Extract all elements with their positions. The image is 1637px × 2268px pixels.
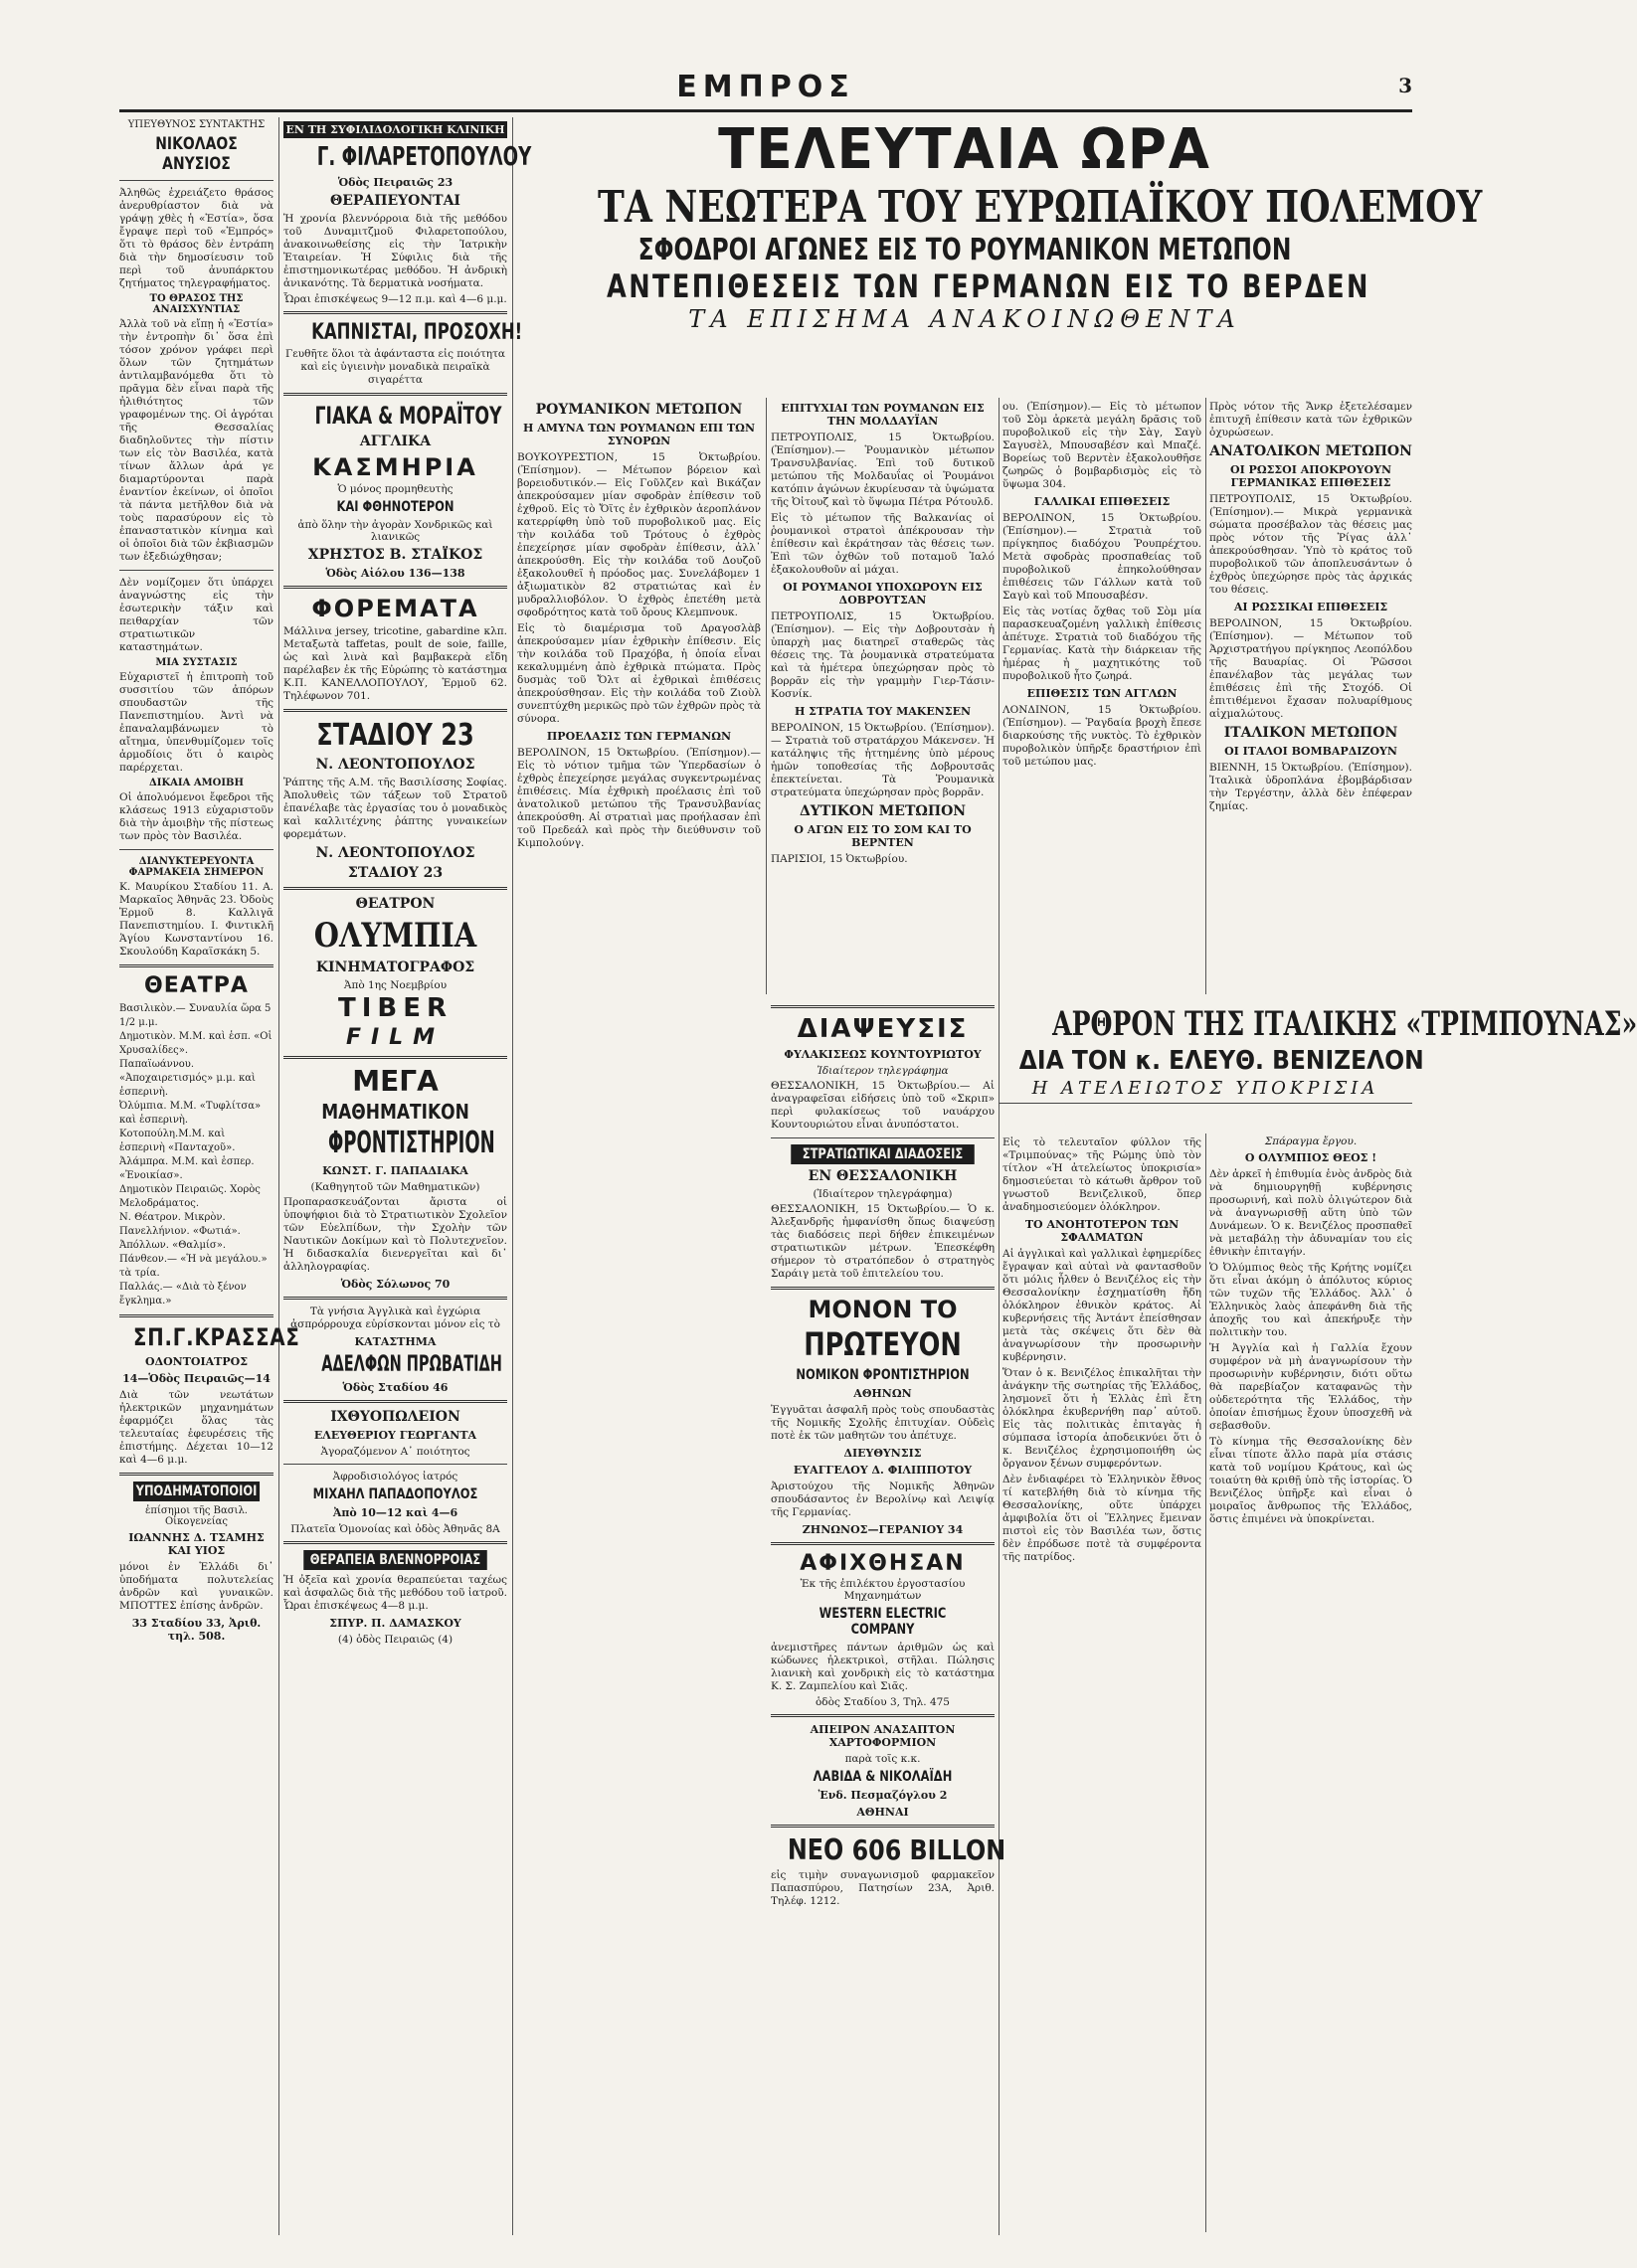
theatre-listing: Ν. Θέατρον. Μικρὸν. [119, 1212, 226, 1223]
headline-communiques: ΤΑ ΕΠΙΣΗΜΑ ΑΝΑΚΟΙΝΩΘΕΝΤΑ [688, 305, 1241, 333]
column-rule [1205, 1134, 1206, 2232]
cinema-kicker: ΘΕΑΤΡΟΝ [355, 896, 436, 912]
shoes-text: μόνοι ἐν Ἑλλάδι δι᾽ ὑποδήματα πολυτελείας ἀνδρῶν καὶ γυναικῶν. ΜΠΟΤΤΕΣ ἐπίσης ἀνδρῶν. [119, 1561, 273, 1612]
denial-text: ΘΕΣΣΑΛΟΝΙΚΗ, 15 Ὀκτωβρίου.— Αἱ ἀναγραφεῖσαι εἰδήσεις ὑπὸ τοῦ «Σκριπ» περὶ φυλακίσεως τοῦ ναυάρχου Κουντουριώτου εἶναι ἀνυπόστατοι. [771, 1080, 995, 1131]
neo606-text: εἰς τιμὴν συναγωνισμοῦ φαρμακεῖον Παπασπύρου, Πατησίων 23Α, Ἀριθ. Τηλέφ. 1212. [771, 1869, 995, 1907]
pharmacy-title: ΔΙΑΝΥΚΤΕΡΕΥΟΝΤΑ ΦΑΡΜΑΚΕΙΑ ΣΗΜΕΡΟΝ [128, 856, 265, 878]
news-paragraph: ΠΑΡΙΣΙΟΙ, 15 Ὀκτωβρίου. [771, 853, 908, 865]
denial-sub: ΦΥΛΑΚΙΣΕΩΣ ΚΟΥΝΤΟΥΡΙΩΤΟΥ [784, 1048, 982, 1061]
school2-kicker: ΔΙΕΥΘΥΝΣΙΣ [843, 1447, 922, 1460]
news-paragraph: ΒΕΡΟΛΙΝΟΝ, 15 Ὀκτωβρίου. (Ἐπίσημον).— Εἰς τὸ νότιον τμῆμα τῶν Ὑπερδασίων ὁ ἐχθρὸς ἐπεχείρησε μεγάλας συγκεντρωμένας ἐπιθέσεις. Μία ἐχθρικὴ προέλασις ἐπὶ τοῦ ἀνατολικοῦ μετώπου τῆς Τρανσυλβανίας ἀπεκρούσθη. Αἱ στρατιαὶ μας προήλασαν ἐπὶ τοῦ Πρεδεάλ καὶ πρὸς τὴν διεύθυνσιν τοῦ Κιμπολούνγ. [517, 747, 761, 849]
arrived-text-2: ἀνεμιστῆρες πάντων ἀριθμῶν ὡς καὶ κώδωνες ἠλεκτρικοὶ, στῆλαι. Πώλησις λιανικὴ καὶ χονδρικὴ εἰς τὸ κατάστημα Κ. Σ. Ζαμπελίου καὶ Σιᾶς. [771, 1642, 995, 1692]
school2-text: Ἀριστούχου τῆς Νομικῆς Ἀθηνῶν σπουδάσαντος ἐν Βερολίνῳ καὶ Λειψίᾳ τῆς Γερμανίας. [771, 1481, 995, 1518]
news-subheading: ΕΠΙΘΕΣΙΣ ΤΩΝ ΑΓΓΛΩΝ [1026, 687, 1178, 700]
column-rule [1205, 398, 1206, 994]
theatre-listing: Ἀπόλλων. «Θαλμίσ». [119, 1240, 227, 1251]
editor-name: ΝΙΚΟΛΑΟΣ ΑΝΥΣΙΟΣ [155, 134, 238, 174]
theatre-listing: Πανελλήνιον. «Φωτιά». [119, 1226, 241, 1237]
tailor-title: ΣΤΑΔΙΟΥ 23 [316, 718, 474, 753]
editor-kicker: ΥΠΕΥΘΥΝΟΣ ΣΥΝΤΑΚΤΗΣ [127, 119, 266, 130]
newspaper-name: ΕΜΠΡΟΣ [676, 70, 855, 104]
headline-war-news: ΤΑ ΝΕΩΤΕΡΑ ΤΟΥ ΕΥΡΩΠΑΪΚΟΥ ΠΟΛΕΜΟΥ [598, 182, 1483, 233]
column-rule [512, 117, 513, 2235]
dentist-address: 14—Ὁδὸς Πειραιῶς—14 [122, 1372, 271, 1385]
news-paragraph: ΒΕΡΟΛΙΝΟΝ, 15 Ὀκτωβρίου. (Ἐπίσημον).— Στρατιὰ τοῦ πρίγκηπος διαδόχου Ῥουπρέχτου. Μετὰ σφοδρὰς προσπαθείας τοῦ πυροβολικοῦ ἐπηκολούθησαν ἐπιθέσεις τῶν Γάλλων κατὰ τοῦ Σαγὺ καὶ τοῦ Μπουσαβέσν. [1002, 512, 1201, 602]
dresses-text: Μάλλινα jersey, tricotine, gabardine κλπ. Μεταξωτὰ taffetas, poult de soie, faille, ὡς καὶ λινὰ καὶ βαμβακερὰ εἴδη παρέλαβεν ἐκ τῆς Εὐρώπης τὸ κατάστημα Κ.Π. ΚΑΝΕΛΛΟΠΟΥΛΟΥ, Ἑρμοῦ 62. Τηλέφωνον 701. [283, 625, 507, 702]
article-title: ΑΡΘΡΟΝ ΤΗΣ ΙΤΑΛΙΚΗΣ «ΤΡΙΜΠΟΥΝΑΣ» [1052, 1004, 1637, 1044]
news-paragraph: Εἰς τὸ μέτωπον τῆς Βαλκανίας οἱ ῥουμανικοὶ στρατοὶ ἀπέκρουσαν τὴν ἐπίθεσιν καὶ ἐκράτησαν τὰς θέσεις των. Ἐπὶ τῶν ὀχθῶν τοῦ ποταμοῦ Ἰαλό ἐξακολουθοῦν αἱ μάχαι. [771, 512, 995, 576]
article-header [999, 1004, 1637, 1104]
article-right-kicker: Σπάραγμα ἔργου. [1264, 1135, 1358, 1147]
article-column-left [1002, 1134, 1201, 2232]
clinic-hours: Ὧραι ἐπισκέψεως 9—12 π.μ. καὶ 4—6 μ.μ. [283, 293, 507, 305]
column-rule [278, 117, 279, 2235]
theatre-listing: Ὀλύμπια. Μ.Μ. «Τυφλίτσα» καὶ ἑσπερινὴ. [119, 1101, 262, 1126]
dentist-title: ΟΔΟΝΤΟΙΑΤΡΟΣ [144, 1355, 249, 1368]
news-subheading: ΟΙ ΙΤΑΛΟΙ ΒΟΜΒΑΡΔΙΖΟΥΝ [1224, 745, 1397, 758]
doctor-kicker: Ἀφροδισιολόγος ἰατρός [332, 1471, 458, 1483]
doctor-name: ΜΙΧΑΗΛ ΠΑΠΑΔΟΠΟΥΛΟΣ [312, 1486, 478, 1502]
news-subheading: ΑΙ ΡΩΣΣΙΚΑΙ ΕΠΙΘΕΣΕΙΣ [1233, 601, 1388, 613]
smokers-title: ΚΑΠΝΙΣΤΑΙ, ΠΡΟΣΟΧΗ! [311, 320, 523, 345]
article-subheading: ΤΟ ΑΝΟΗΤΟΤΕΡΟΝ ΤΩΝ ΣΦΑΛΜΑΤΩΝ [1024, 1218, 1180, 1244]
section-label: ΔΙΚΑΙΑ ΑΜΟΙΒΗ [149, 778, 244, 788]
fabric-address: Ὁδὸς Αἰόλου 136—138 [325, 567, 465, 580]
troops-sub: ΕΝ ΘΕΣΣΑΛΟΝΙΚΗ [808, 1168, 958, 1184]
headline-banner [517, 117, 1483, 333]
article-paragraph: Ὁ Ὀλύμπιος θεὸς τῆς Κρήτης νομίζει ὅτι εἶναι ἀκόμη ὁ ἀπόλυτος κύριος τῶν τυχῶν τῆς Ἑλλάδος. Ἀλλ᾽ ὁ Ἑλληνικὸς λαὸς ἀπεφάνθη διὰ τῆς ἀποχῆς του καὶ ἀπεκήρυξε τὴν πολιτικὴν του. [1209, 1262, 1412, 1338]
clinic-heading: ΘΕΡΑΠΕΥΟΝΤΑΙ [330, 193, 460, 209]
news-heading: ΑΝΑΤΟΛΙΚΟΝ ΜΕΤΩΠΟΝ [1209, 443, 1412, 459]
cinema-date: Ἀπὸ 1ης Νοεμβρίου [343, 979, 448, 991]
article-paragraph: Ὅταν ὁ κ. Βενιζέλος ἐπικαλῆται τὴν ἀνάγκην τῆς σωτηρίας τῆς Ἑλλάδος, λησμονεῖ ὅτι ἡ Ἑλλὰς ἐπὶ ἔτη ὁλόκληρα ἐκυβερνήθη παρ᾽ αὐτοῦ. Εἰς τὰς πολιτικὰς ἐπιταγὰς ἡ σύμπασα ἱστορία ἀποδεικνύει ὅτι ὁ κ. Βενιζέλος ἐχρησιμοποιήθη ὡς ὄργανον ξένων συμφερόντων. [1002, 1367, 1201, 1470]
fabric-kind: ΑΓΓΛΙΚΑ [359, 434, 432, 449]
cinema-film-line2: FILM [345, 1025, 446, 1050]
news-subheading: Η ΣΤΡΑΤΙΑ ΤΟΥ ΜΑΚΕΝΣΕΝ [794, 705, 972, 718]
theatre-listing: Ἀλάμπρα. Μ.Μ. καὶ ἑσπερ. «Ἐνοικίασ». [119, 1156, 255, 1181]
news-paragraph: Πρὸς νότον τῆς Ἄνκρ ἐξετελέσαμεν ἐπιτυχῆ ἐπίθεσιν κατὰ τῶν ἐχθρικῶν ὀχυρώσεων. [1209, 401, 1412, 438]
news-column-3 [1002, 398, 1201, 994]
arrived-brand: WESTERN ELECTRIC COMPANY [818, 1606, 947, 1638]
dresses-title: ΦΟΡΕΜΑΤΑ [311, 595, 479, 622]
lingerie-name: ΑΔΕΛΦΩΝ ΠΡΩΒΑΤΙΔΗ [321, 1352, 502, 1377]
news-paragraph: ΒΕΡΟΛΙΝΟΝ, 15 Ὀκτωβρίου. (Ἐπίσημον). — Στρατιὰ τοῦ στρατάρχου Μάκενσεν. Ἡ κατάληψις τῆς ἡττημένης ὑπὸ μέρους ἡμῶν τοποθεσίας τῆς Δοβρουτσᾶς ἐπεκτείνεται. Τὰ Ῥουμανικὰ στρατεύματα ὑπεχώρησαν πρὸς βορρᾶν. [771, 722, 995, 798]
page-number: 3 [1398, 74, 1412, 97]
fabric-text: ἀπὸ ὅλην τὴν ἀγορὰν Χονδρικῶς καὶ λιανικῶς [297, 519, 493, 543]
masthead [119, 70, 1412, 112]
theatre-listing: Δημοτικὸν Πειραιῶς. Χορὸς Μελοδράματος. [119, 1184, 261, 1209]
news-paragraph: ΠΕΤΡΟΥΠΟΛΙΣ, 15 Ὀκτωβρίου. (Ἐπίσημον). — Εἰς τὴν Δοβρουτσὰν ἡ ὑπαρχὴ μας διατηρεῖ σταθερῶς τὰς θέσεις της. Τὰ ῥουμανικὰ στρατεύματα καὶ τὰ ἡμέτερα ὑπεχώρησαν πρὸς τὸ βορρᾶν εἰς τὴν γραμμὴν Γιερ-Τάσιν-Κοσνίκ. [771, 611, 995, 700]
news-paragraph: ΠΕΤΡΟΥΠΟΛΙΣ, 15 Ὀκτωβρίου. (Ἐπίσημον).— Ῥουμανικὸν μέτωπον Τρανσυλβανίας. Ἐπὶ τοῦ δυτικοῦ μετώπου τῆς Μολδαυΐας οἱ Ῥουμάνοι κατόπιν ἀγώνων ἐκυρίευσαν τὰ ὑψώματα τῆς Ὀἰτουζ καὶ τὸ ὕψωμα Πέτρα Ρότουλδ. [771, 432, 995, 508]
editorial-paragraph: Δὲν νομίζομεν ὅτι ὑπάρχει ἀναγνώστης εἰς τὴν ἐσωτερικὴν τάξιν καὶ πειθαρχίαν τῶν στρατιωτικῶν καταστημάτων. [119, 577, 273, 653]
law-school-city: ΑΘΗΝΩΝ [853, 1387, 912, 1400]
news-heading: ΙΤΑΛΙΚΟΝ ΜΕΤΩΠΟΝ [1223, 725, 1398, 741]
article-paragraph: Δὲν ἐνδιαφέρει τὸ Ἑλληνικὸν ἔθνος τί κατεβλήθη διὰ τὸ κίνημα τῆς Θεσσαλονίκης, οὔτε ὑπάρχει ἀμφιβολία ὅτι οἱ Ἕλληνες ἔμειναν πιστοὶ εἰς τὸν Βασιλέα των, ὅστις δὲν ἐπρόδωσε ποτὲ τὰ συμφέροντα τῆς πατρίδος. [1002, 1474, 1201, 1563]
news-heading: ΔΥΤΙΚΟΝ ΜΕΤΩΠΟΝ [799, 803, 967, 819]
fabric-shop: ΓΙΑΚΑ & ΜΟΡΑΪΤΟΥ [314, 402, 502, 430]
article-tagline: Η ΑΤΕΛΕΙΩΤΟΣ ΥΠΟΚΡΙΣΙΑ [999, 1078, 1412, 1104]
shoes-sub: ἐπίσημοι τῆς Βασιλ. Οἰκογενείας [145, 1505, 248, 1527]
doctor-hours: Ἀπὸ 10—12 καὶ 4—6 [332, 1506, 458, 1519]
cinema-film-line1: TIBER [337, 993, 453, 1023]
headline-last-hour: ΤΕΛΕΥΤΑΙΑ ΩΡΑ [718, 117, 1211, 182]
fabric-cheap: ΚΑΙ ΦΘΗΝΟΤΕΡΟΝ [336, 499, 455, 515]
school-owner: ΚΩΝΣΤ. Γ. ΠΑΠΑΔΙΑΚΑ [322, 1164, 468, 1177]
fish-owner: ΕΛΕΥΘΕΡΙΟΥ ΓΕΩΡΓΑΝΤΑ [313, 1429, 477, 1442]
school2-name: ΕΥΑΓΓΕΛΟΥ Δ. ΦΙΛΙΠΠΟΤΟΥ [793, 1464, 973, 1477]
news-paragraph: ΛΟΝΔΙΝΟΝ, 15 Ὀκτωβρίου. (Ἐπίσημον). — Ῥαγδαία βροχὴ ἔπεσε διαρκούσης τῆς νυκτὸς. Τὸ ἐχθρικὸν πυροβολικὸν ὑπῆρξε δραστήριον ἐπὶ τοῦ μετώπου μας. [1002, 704, 1201, 768]
theatre-listing: Δημοτικὸν. Μ.Μ. καὶ ἑσπ. «Οἱ Χρυσαλίδες». [119, 1031, 273, 1056]
theatres-title: ΘΕΑΤΡΑ [144, 973, 249, 998]
editorial-paragraph: Ἀληθῶς ἐχρειάζετο θράσος ἀνερυθρίαστον διὰ νὰ γράψῃ χθὲς ἡ «Ἑστία», ὅσα ἔγραψε περὶ τοῦ «Ἐμπρός» ὅτι τὸ θράσος δὲν ἐντράπη διὰ τὴν δημοσίευσιν τοῦ περὶ τοῦ ἀνυπάρκτου ζητήματος τηλεγραφήματος. [119, 187, 273, 289]
column-middle [771, 999, 1006, 2232]
dentist-name: ΣΠ.Γ.ΚΡΑΣΣΑΣ [132, 1323, 300, 1351]
section-label: ΜΙΑ ΣΥΣΤΑΣΙΣ [155, 657, 238, 668]
law-school-sub: ΝΟΜΙΚΟΝ ΦΡΟΝΤΙΣΤΗΡΙΟΝ [796, 1367, 970, 1383]
school-sub: ΜΑΘΗΜΑΤΙΚΟΝ [321, 1100, 469, 1124]
cinema-kind: ΚΙΝΗΜΑΤΟΓΡΑΦΟΣ [315, 960, 475, 975]
headline-romanian-front: ΣΦΟΔΡΟΙ ΑΓΩΝΕΣ ΕΙΣ ΤΟ ΡΟΥΜΑΝΙΚΟΝ ΜΕΤΩΠΟΝ [637, 233, 1292, 267]
troops-kicker: (Ἰδιαίτερον τηλεγράφημα) [813, 1188, 953, 1200]
law-school-text: Ἐγγυᾶται ἀσφαλῆ πρὸς τοὺς σπουδαστὰς τῆς Νομικῆς Σχολῆς ἐπιτυχίαν. Οὐδεὶς ποτὲ ἐκ τῶν μαθητῶν του ἀπέτυχε. [771, 1404, 995, 1442]
denial-title: ΔΙΑΨΕΥΣΙΣ [797, 1014, 969, 1044]
news-paragraph: ΠΕΤΡΟΥΠΟΛΙΣ, 15 Ὀκτωβρίου. (Ἐπίσημον).— Μικρὰ γερμανικὰ σώματα προσέβαλον τὰς θέσεις μας πρὸς νότον τῆς Ῥίγας ἀλλ᾽ ἀπεκρούσθησαν. Ὑπὸ τὸ κράτος τοῦ πυροβολικοῦ τῶν ἀποπλευσάντων ὁ ἐχθρὸς ὑπεχώρησε πρὸς τὰς ἀρχικάς του θέσεις. [1209, 493, 1412, 596]
tailor-name: Ν. ΛΕΟΝΤΟΠΟΥΛΟΣ [315, 757, 475, 773]
fabric-name: ΚΑΣΜΗΡΙΑ [312, 453, 478, 481]
clinic-text: Ἡ χρονία βλεννόρροια διὰ τῆς μεθόδου τοῦ Δυναμιτζμοῦ Φιλαρετοπούλου, ἀνακοινωθείσης εἰς τὴν Ἰατρικὴν Ἑταιρείαν. Ἡ Σύφιλις διὰ τῆς ἐπιστημονικωτέρας μεθόδου. Ἡ ἀνδρικὴ ἀνικανότης. Τὰ δερματικὰ νοσήματα. [283, 213, 507, 289]
therapy-owner: ΣΠΥΡ. Π. ΔΑΜΑΣΚΟΥ [329, 1617, 461, 1630]
theatre-listing: Παπαϊωάννου. «Ἀποχαιρετισμός» μ.μ. καὶ ἑσπερινὴ. [119, 1059, 256, 1098]
news-paragraph: ΒΟΥΚΟΥΡΕΣΤΙΟΝ, 15 Ὀκτωβρίου. (Ἐπίσημον). — Μέτωπον βόρειον καὶ βορειοδυτικόν.— Εἰς Γοῦλζεν καὶ Βικάζαν ἀπεκρούσαμεν μίαν σφοδρὰν ἐπίθεσιν τοῦ ἐχθροῦ. Εἰς τὸ Ὄϊτς ἐν ἐχθρικὸν ἀεροπλάνον κατερρίφθη ὑπὸ τοῦ πυροβολικοῦ μας. Εἰς τὴν κοιλάδα τοῦ Τρότους ὁ ἐχθρὸς ἐπεχείρησε μίαν σφοδρὰν ἐπίθεσιν, ἀλλ᾽ ἀπεκρούσθη. Εἰς τὴν κοιλάδα τοῦ Δουζοῦ ἐξακολουθεῖ ἡ πρόοδος μας. Συνελάβομεν 1 ἀξιωματικὸν 82 στρατιώτας καὶ ἐν μυδραλλιοβόλον. Ὁ ἐχθρὸς ἐπετέθη μετὰ σφοδρότητος κατὰ τοῦ ὄρους Κλεμπνουκ. [517, 451, 761, 618]
news-subheading: ΕΠΙΤΥΧΙΑΙ ΤΩΝ ΡΟΥΜΑΝΩΝ ΕΙΣ ΤΗΝ ΜΟΛΔΑΥΪΑΝ [781, 402, 985, 428]
arrived-title: ΑΦΙΧΘΗΣΑΝ [800, 1551, 966, 1576]
arrived-text: Ἐκ τῆς ἐπιλέκτου ἐργοστασίου Μηχανημάτων [800, 1578, 966, 1602]
shoes-title: ΥΠΟΔΗΜΑΤΟΠΟΙΟΙ [133, 1482, 260, 1501]
news-subheading: ΟΙ ΡΩΣΣΟΙ ΑΠΟΚΡΟΥΟΥΝ ΓΕΡΜΑΝΙΚΑΣ ΕΠΙΘΕΣΕΙΣ [1230, 463, 1391, 489]
headline-verdun: ΑΝΤΕΠΙΘΕΣΕΙΣ ΤΩΝ ΓΕΡΜΑΝΩΝ ΕΙΣ ΤΟ ΒΕΡΔΕΝ [607, 267, 1370, 305]
news-subheading: ΟΙ ΡΟΥΜΑΝΟΙ ΥΠΟΧΩΡΟΥΝ ΕΙΣ ΔΟΒΡΟΥΤΣΑΝ [783, 581, 983, 607]
news-paragraph: ΒΙΕΝΝΗ, 15 Ὀκτωβρίου. (Ἐπίσημον). Ἰταλικὰ ὑδροπλάνα ἐβομβάρδισαν τὴν Τεργέστην, ἀλλὰ δὲν ἐπέφεραν ζημίας. [1209, 762, 1412, 812]
fabric-sub: Ὁ μόνος προμηθευτὴς [337, 483, 454, 495]
column-editorial [119, 117, 300, 2235]
troops-title: ΣΤΡΑΤΙΩΤΙΚΑΙ ΔΙΑΔΟΣΕΙΣ [791, 1144, 975, 1164]
fish-text: Ἀγοραζόμενον Α᾽ ποιότητος [320, 1446, 470, 1458]
dentist-text: Διὰ τῶν νεωτάτων ἠλεκτρικῶν μηχανημάτων ἐφαρμόζει ὅλας τὰς τελευταίας ἐφευρέσεις τῆς ἐπιστήμης. Δέχεται 10—12 καὶ 4—6 μ.μ. [119, 1389, 273, 1466]
editorial-paragraph: Οἱ ἀπολυόμενοι ἔφεδροι τῆς κλάσεως 1913 εὐχαριστοῦν διὰ τὴν ἀμοιβὴν τῆς πίστεως των πρὸς τὸν Βασιλέα. [119, 791, 273, 842]
theatre-listing: Παλλάς.— «Διὰ τὸ ξένον ἔγκλημα.» [119, 1282, 247, 1307]
article-paragraph: Ἡ Ἀγγλία καὶ ἡ Γαλλία ἔχουν συμφέρον νὰ μὴ ἀναγνωρίσουν τὴν προσωρινὴν κυβέρνησιν, διότι οὕτω θὰ παρεβίαζον καταφανῶς τὴν οὐδετερότητα τῆς Ἑλλάδος, τὴν ὁποίαν ἐπισήμως ἔχουν ὑποσχεθῆ νὰ σεβασθοῦν. [1209, 1342, 1412, 1432]
lingerie-address: Ὁδὸς Σταδίου 46 [342, 1381, 449, 1394]
theatre-listing: Βασιλικὸν.— Συναυλία ὥρα 5 1/2 μ.μ. [119, 1003, 272, 1028]
article-paragraph: Δὲν ἀρκεῖ ἡ ἐπιθυμία ἑνὸς ἀνδρὸς διὰ νὰ δημιουργηθῇ κυβέρνησις προσωρινή, καὶ πολὺ ὀλιγώτερον διὰ νὰ ἀναγνωρισθῇ αὕτη ὑπὸ τῶν Δυνάμεων. Ὁ κ. Βενιζέλος προσπαθεῖ νὰ μεταβάλῃ τὴν ἀδυναμίαν του εἰς ἐθνικὴν ἐπιταγήν. [1209, 1168, 1412, 1258]
news-heading: ΡΟΥΜΑΝΙΚΟΝ ΜΕΤΩΠΟΝ [535, 402, 743, 418]
theatres-list [119, 1002, 273, 1308]
article-paragraph: Αἱ ἀγγλικαὶ καὶ γαλλικαὶ ἐφημερίδες ἔγραψαν καὶ αὐταὶ νὰ φαντασθοῦν ὅτι μόλις ἦλθεν ὁ Βενιζέλος εἰς τὴν Θεσσαλονίκην ἐσχηματίσθη ἤδη ὁλόκληρον ἐθνικὸν κράτος. Αἱ κυβερνήσεις τῆς Ἀντάντ ἐπείσθησαν μετὰ τὰς σκέψεις ὅτι δὲν θὰ ἀναγνωρίσουν τὴν προσωρινὴν κυβέρνησιν. [1002, 1248, 1201, 1363]
law-school-kicker: ΜΟΝΟΝ ΤΟ [808, 1296, 958, 1323]
column-rule [766, 398, 767, 994]
news-subheading: Ο ΑΓΩΝ ΕΙΣ ΤΟ ΣΟΜ ΚΑΙ ΤΟ ΒΕΡΝΤΕΝ [794, 823, 972, 849]
neo606-title: ΝΕΟ 606 BILLON [787, 1833, 1006, 1866]
news-subheading: ΓΑΛΛΙΚΑΙ ΕΠΙΘΕΣΕΙΣ [1033, 495, 1171, 508]
arrived-address: ὁδὸς Σταδίου 3, Τηλ. 475 [815, 1696, 950, 1708]
column-advertisements [283, 117, 532, 2235]
article-column-right [1209, 1134, 1412, 2232]
smokers-text: Γευθῆτε ὅλοι τὰ ἀφάνταστα εἰς ποιότητα καὶ εἰς ὑγιεινὴν μοναδικὰ πειραϊκὰ σιγαρέττα [285, 348, 505, 386]
school-owner-sub: (Καθηγητοῦ τῶν Μαθηματικῶν) [310, 1181, 480, 1193]
editorial-paragraph: Εὐχαριστεῖ ἡ ἐπιτροπὴ τοῦ συσσιτίου τῶν ἀπόρων σπουδαστῶν τῆς Πανεπιστημίου. Ἀντὶ νὰ ἐπαναλαμβάνωμεν τὸ αἴτημα, ὑπενθυμίζομεν τοῖς ἀρμοδίοις ὅτι ὁ καιρὸς παρέρχεται. [119, 671, 273, 774]
news-column-2 [771, 398, 995, 994]
theatre-listing: Κοτοπούλη.Μ.Μ. καὶ ἑσπερινὴ «Πανταχοῦ». [119, 1129, 236, 1153]
therapy-address: (4) ὁδὸς Πειραιῶς (4) [337, 1634, 454, 1646]
article-subheading: Ο ΟΛΥΜΠΙΟΣ ΘΕΟΣ ! [1244, 1151, 1377, 1164]
clinic-name: Γ. ΦΙΛΑΡΕΤΟΠΟΥΛΟΥ [316, 142, 532, 172]
editorial-paragraph: Ἀλλὰ τοῦ νὰ εἴπῃ ἡ «Ἑστία» τὴν ἐντροπὴν δι᾽ ὅσα ἐπὶ τόσον χρόνον γράφει περὶ ὅλων τῶν ζητημάτων ἀντιλαμβανόμεθα ὅτι τὸ πρᾶγμα δὲν εἶναι παρὰ τῆς ἠλιθιότητος τῶν γραφομένων της. Οἱ ἀγρόται τῆς Θεσσαλίας διαδηλοῦντες τὴν πίστιν των εἰς τὸν Βασιλέα, κατὰ τίνων ἄλλων ἀρά γε διαμαρτύρονται παρὰ ἐναντίον ἐκείνων, οἱ ὁποῖοι τὰ πάντα μετῆλθον διὰ νὰ τοὺς παρασύρουν εἰς τὸ ἐπαναστατικὸν κίνημα καὶ οἱ ὁποῖοι διὰ τῶν ἐκβιασμῶν των ἐξεδιώχθησαν; [119, 318, 273, 563]
lingerie-text: Τὰ γνήσια Ἀγγλικὰ καὶ ἐγχώρια ἀσπρόρρουχα εὑρίσκονται μόνον εἰς τὸ [290, 1306, 500, 1330]
shoes-name: ΙΩΑΝΝΗΣ Δ. ΤΣΑΜΗΣ ΚΑΙ ΥΙΟΣ [128, 1531, 265, 1557]
lingerie-kicker: ΚΑΤΑΣΤΗΜΑ [354, 1335, 437, 1348]
clinic-address: Ὁδὸς Πειραιῶς 23 [337, 176, 454, 189]
troops-text: ΘΕΣΣΑΛΟΝΙΚΗ, 15 Ὀκτωβρίου.— Ὁ κ. Ἀλεξανδρῆς ἠμφανίσθη ὅπως διαψεύσῃ τὰς διαδόσεις περὶ δήθεν ἐπικειμένων στρατιωτικῶν μέτρων. Ἐπεσκέφθη σήμερον τὸ στρατόπεδον ὁ στρατηγὸς Σαράιγ μετὰ τοῦ ἐπιτελείου του. [771, 1203, 995, 1280]
shoes-address: 33 Σταδίου 33, Ἀριθ. τηλ. 508. [131, 1617, 262, 1643]
stationery-name: ΛΑΒΙΔΑ & ΝΙΚΟΛΑΪΔΗ [813, 1769, 953, 1785]
news-subheading: Η ΑΜΥΝΑ ΤΩΝ ΡΟΥΜΑΝΩΝ ΕΠΙ ΤΩΝ ΣΥΝΟΡΩΝ [523, 422, 755, 447]
article-subtitle: ΔΙΑ ΤΟΝ κ. ΕΛΕΥΘ. ΒΕΝΙΖΕΛΟΝ [1018, 1046, 1424, 1076]
school-title: ΜΕΓΑ [352, 1065, 439, 1098]
stationery-sub: παρὰ τοῖς κ.κ. [844, 1753, 921, 1765]
school-name: ΦΡΟΝΤΙΣΤΗΡΙΟΝ [328, 1126, 495, 1160]
news-paragraph: Εἰς τὰς νοτίας ὄχθας τοῦ Σὸμ μία παρασκευαζομένη γαλλικὴ ἐπίθεσις ἀπέτυχε. Στρατιὰ τοῦ διαδόχου τῆς Γερμανίας. Κατὰ τὴν διάρκειαν τῆς ἡμέρας ἡ μαχητικότης τοῦ πυροβολικοῦ ἦτο ζωηρά. [1002, 606, 1201, 682]
denial-kicker: Ἰδιαίτερον τηλεγράφημα [817, 1065, 949, 1077]
school2-address: ΖΗΝΩΝΟΣ—ΓΕΡΑΝΙΟΥ 34 [802, 1523, 964, 1536]
stationery-city: ΑΘΗΝΑΙ [856, 1806, 909, 1819]
tailor-address: ΣΤΑΔΙΟΥ 23 [347, 865, 444, 881]
fabric-owner: ΧΡΗΣΤΟΣ Β. ΣΤΑΪΚΟΣ [307, 547, 483, 563]
news-column-1 [517, 398, 761, 994]
therapy-text: Ἡ ὀξεῖα καὶ χρονία θεραπεύεται ταχέως καὶ ἀσφαλῶς διὰ τῆς μεθόδου τοῦ ἰατροῦ. Ὧραι ἐπισκέψεως 4—8 μ.μ. [283, 1574, 507, 1612]
news-paragraph: ΒΕΡΟΛΙΝΟΝ, 15 Ὀκτωβρίου. (Ἐπίσημον). — Μέτωπον τοῦ Ἀρχιστρατήγου πρίγκηπος Λεοπόλδου τῆς Βαυαρίας. Οἱ Ῥῶσσοι ἐπανέλαβον τὰς μεγάλας των ἐπιθέσεις ἐπὶ τῆς Στοχόδ. Οἱ ἐπιτιθέμενοι ἔχασαν πολυαρίθμους αἰχμαλώτους. [1209, 617, 1412, 720]
section-label: ΤΟ ΘΡΑΣΟΣ ΤΗΣ ΑΝΑΙΣΧΥΝΤΙΑΣ [149, 293, 244, 315]
school-address: Ὁδὸς Σόλωνος 70 [340, 1278, 451, 1291]
column-rule [999, 398, 1000, 2235]
stationery-address: Ἐνδ. Πεσμαζόγλου 2 [818, 1789, 948, 1802]
news-paragraph: Εἰς τὸ διαμέρισμα τοῦ Δραγοσλὰβ ἀπεκρούσαμεν μίαν ἐχθρικὴν ἐπίθεσιν. Εἰς τὴν κοιλάδα τοῦ Πραχόβα, ἡ ὁποία εἶναι κεκαλυμμένη ἀπὸ ἐχθρικὰ πτώματα. Πρὸς δυσμὰς τοῦ Ὄλτ αἱ ἐχθρικαὶ ἐπιθέσεις ἀπεκρούσθησαν. Εἰς τὴν κοιλάδα τοῦ Ζιοὺλ συνεπτύχθη μερικῶς πρὸ τῶν ἐχθρῶν πρὸς τὰ σύνορα. [517, 622, 761, 725]
news-subheading: ΠΡΟΕΛΑΣΙΣ ΤΩΝ ΓΕΡΜΑΝΩΝ [546, 730, 732, 743]
tailor-name-2: Ν. ΛΕΟΝΤΟΠΟΥΛΟΣ [315, 845, 475, 861]
school-text: Προπαρασκευάζονται ἄριστα οἱ ὑποψήφιοι διὰ τὸ Στρατιωτικὸν Σχολεῖον τῶν Εὐελπίδων, τὴν Σχολὴν τῶν Ναυτικῶν Δοκίμων καὶ τὸ Πολυτεχνεῖον. Ἡ διδασκαλία διενεργεῖται καὶ δι᾽ ἀλληλογραφίας. [283, 1196, 507, 1273]
tailor-text: Ῥάπτης τῆς Α.Μ. τῆς Βασιλίσσης Σοφίας. Ἀπολυθεὶς τῶν τάξεων τοῦ Στρατοῦ ἐπανέλαβε τὰς ἐργασίας του ὁ μοναδικὸς καὶ καλλιτέχνης ῥάπτης γυναικείων φορεμάτων. [283, 777, 507, 840]
law-school-name: ΠΡΩΤΕΥΟΝ [804, 1325, 962, 1363]
news-column-4 [1209, 398, 1412, 994]
cinema-name: ΟΛΥΜΠΙΑ [313, 916, 477, 956]
doctor-address: Πλατεῖα Ὁμονοίας καὶ ὁδὸς Ἀθηνᾶς 8Α [290, 1523, 500, 1535]
stationery-title: ΑΠΕΙΡΟΝ ΑΝΑΣΑΠΤΟΝ ΧΑΡΤΟΦΟΡΜΙΟΝ [810, 1723, 956, 1749]
theatre-listing: Πάνθεον.— «Ἡ νὰ μεγάλου.» τὰ τρία. [119, 1254, 268, 1279]
therapy-title: ΘΕΡΑΠΕΙΑ ΒΛΕΝΝΟΡΡΟΙΑΣ [303, 1550, 487, 1570]
article-paragraph: Τὸ κίνημα τῆς Θεσσαλονίκης δὲν εἶναι τίποτε ἄλλο παρὰ μία στάσις κατὰ τοῦ νομίμου Κράτους, καὶ ὡς τοιαύτη θὰ κριθῇ ὑπὸ τῆς ἱστορίας. Ὁ Βενιζέλος ὑπῆρξε καὶ εἶναι ὁ μοιραῖος ἄνθρωπος τῆς Ἑλλάδος, ὅστις ἐπιμένει νὰ ὑποκρίνεται. [1209, 1436, 1412, 1525]
fish-title: ΙΧΘΥΟΠΩΛΕΙΟΝ [330, 1409, 460, 1425]
article-paragraph: Εἰς τὸ τελευταῖον φύλλον τῆς «Τριμπούνας» τῆς Ρώμης ὑπὸ τὸν τίτλον «Ἡ ἀτελείωτος ὑποκρισία» δημοσιεύεται τὸ κάτωθι ἄρθρον τοῦ γνωστοῦ Βενιζελικοῦ, ὅπερ ἀναδημοσιεύομεν ὁλόκληρον. [1002, 1136, 1201, 1213]
news-paragraph: ου. (Ἐπίσημον).— Εἰς τὸ μέτωπον τοῦ Σὸμ ἀρκετὰ μεγάλη δρᾶσις τοῦ πυροβολικοῦ εἰς τὴν Σὰγ, Σαγὺ Σαγυσὲλ, Μπουσαβέσν καὶ Μπαζέ. Βορείως τοῦ Βερντὲν ἐξακολουθῆσε ζωηρῶς ὁ βομβαρδισμὸς εἰς τὸ ὕψωμα 304. [1002, 401, 1201, 490]
pharmacy-text: Κ. Μαυρίκου Σταδίου 11. Α. Μαρκαῖος Ἀθηνᾶς 23. Ὀδοὺς Ἑρμοῦ 8. Καλλιγᾶ Πανεπιστημίου. Ι. Φιντικλῆ Ἁγίου Κωνσταντίνου 16. Σκουλούδη Καραϊσκάκη 5. [119, 881, 273, 958]
clinic-kicker: ΕΝ ΤΗ ΣΥΦΙΛΙΔΟΛΟΓΙΚΗ ΚΛΙΝΙΚΗ [283, 121, 507, 138]
